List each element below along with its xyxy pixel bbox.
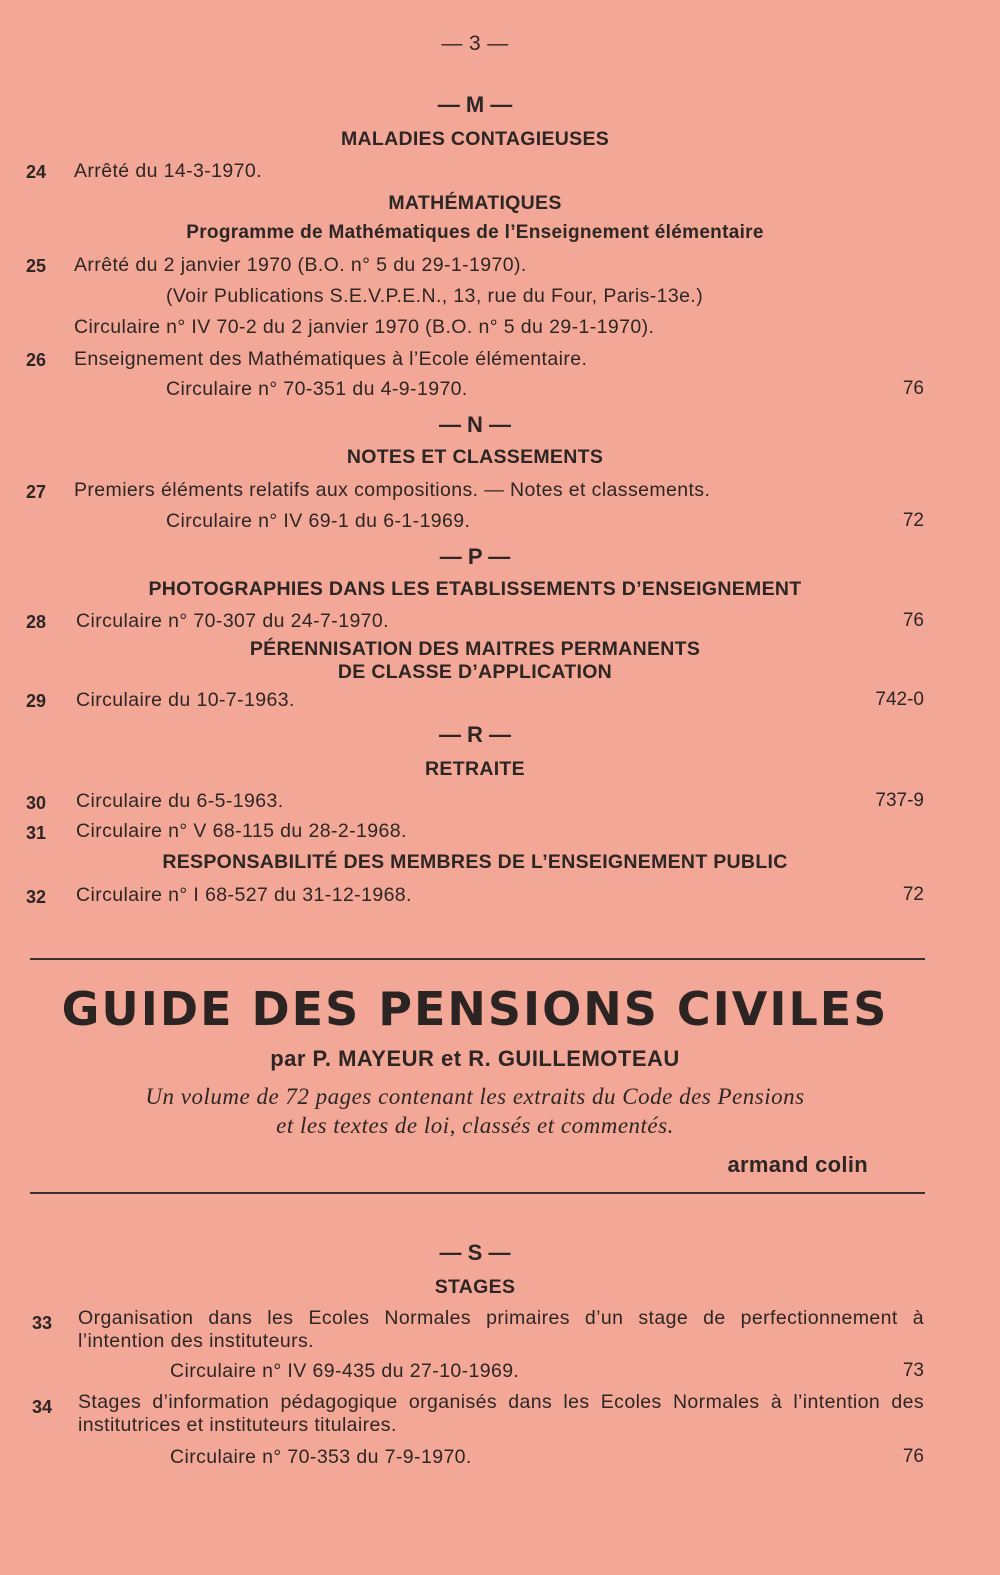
heading-retraite: RETRAITE [425,758,525,780]
entry-25-line-3: Circulaire n° IV 70-2 du 2 janvier 1970 (B.O. n° 5 du 29-1-1970). [74,316,655,338]
ad-title: GUIDE DES PENSIONS CIVILES [61,982,889,1036]
entry-27-line-1: Premiers éléments relatifs aux compositions. — Notes et classements. [74,479,711,501]
heading-photographies: PHOTOGRAPHIES DANS LES ETABLISSEMENTS D’ENSEIGNEMENT [148,578,802,600]
ad-description-2: et les textes de loi, classés et commentés. [276,1113,674,1138]
entry-26-line-1: Enseignement des Mathématiques à l’Ecole élémentaire. [74,348,588,370]
entry-33-circulaire: Circulaire n° IV 69-435 du 27-10-1969. [170,1360,520,1382]
page-number: — 3 — [441,32,509,55]
entry-number-34: 34 [32,1397,53,1417]
section-letter-p: — P — [439,544,511,569]
entry-number-24: 24 [26,162,47,182]
heading-stages: STAGES [434,1276,516,1298]
entry-text-31: Circulaire n° V 68-115 du 28-2-1968. [76,820,407,842]
divider-bottom [30,1192,925,1194]
entry-text-30: Circulaire du 6-5-1963. [76,790,284,812]
entry-number-25: 25 [26,256,47,276]
heading-maladies: MALADIES CONTAGIEUSES [340,128,610,150]
entry-text-34: Stages d’information pédagogique organisés dans les Ecoles Normales à l’intention des institutrices et instituteurs titulaires. [78,1391,924,1436]
entry-29-ref: 742-0 [875,689,924,710]
entry-text-32: Circulaire n° I 68-527 du 31-12-1968. [76,884,412,906]
divider-top [30,958,925,960]
entry-30-ref: 737-9 [875,790,924,811]
entry-27-ref: 72 [902,510,924,531]
entry-27-line-2: Circulaire n° IV 69-1 du 6-1-1969. [166,510,471,532]
entry-text-33: Organisation dans les Ecoles Normales primaires d’un stage de perfectionnement à l’intention des instituteurs. [78,1307,924,1352]
entry-33-ref: 73 [902,1360,924,1381]
heading-perennisation-1: PÉRENNISATION DES MAITRES PERMANENTS [249,638,701,660]
subheading-programme: Programme de Mathématiques de l’Enseignement élémentaire [186,222,764,243]
section-letter-n: — N — [438,412,512,437]
heading-mathematiques: MATHÉMATIQUES [388,192,562,214]
entry-text-24: Arrêté du 14-3-1970. [74,160,262,182]
entry-number-30: 30 [26,793,47,813]
entry-28-ref: 76 [902,610,924,631]
entry-number-31: 31 [26,823,47,843]
entry-34-ref: 76 [902,1446,924,1467]
heading-notes: NOTES ET CLASSEMENTS [346,446,604,468]
section-letter-r: — R — [438,722,512,747]
entry-number-28: 28 [26,612,47,632]
entry-34-circulaire: Circulaire n° 70-353 du 7-9-1970. [170,1446,472,1468]
entry-text-29: Circulaire du 10-7-1963. [76,689,295,711]
entry-number-33: 33 [32,1313,53,1333]
ad-authors: par P. MAYEUR et R. GUILLEMOTEAU [270,1046,680,1071]
entry-number-27: 27 [26,482,47,502]
entry-25-line-1: Arrêté du 2 janvier 1970 (B.O. n° 5 du 29-1-1970). [74,254,527,276]
entry-25-line-2: (Voir Publications S.E.V.P.E.N., 13, rue du Four, Paris-13e.) [166,285,704,307]
entry-26-ref: 76 [902,378,924,399]
entry-text-28: Circulaire n° 70-307 du 24-7-1970. [76,610,389,632]
section-letter-m: — M — [437,92,513,117]
ad-description-1: Un volume de 72 pages contenant les extraits du Code des Pensions [145,1084,805,1109]
ad-publisher: armand colin [727,1152,868,1177]
entry-32-ref: 72 [902,884,924,905]
heading-responsabilite: RESPONSABILITÉ DES MEMBRES DE L’ENSEIGNEMENT PUBLIC [162,851,788,873]
heading-perennisation-2: DE CLASSE D’APPLICATION [337,661,613,683]
entry-26-line-2: Circulaire n° 70-351 du 4-9-1970. [166,378,468,400]
entry-number-26: 26 [26,350,47,370]
section-letter-s: — S — [439,1240,511,1265]
entry-number-29: 29 [26,691,47,711]
entry-number-32: 32 [26,887,47,907]
